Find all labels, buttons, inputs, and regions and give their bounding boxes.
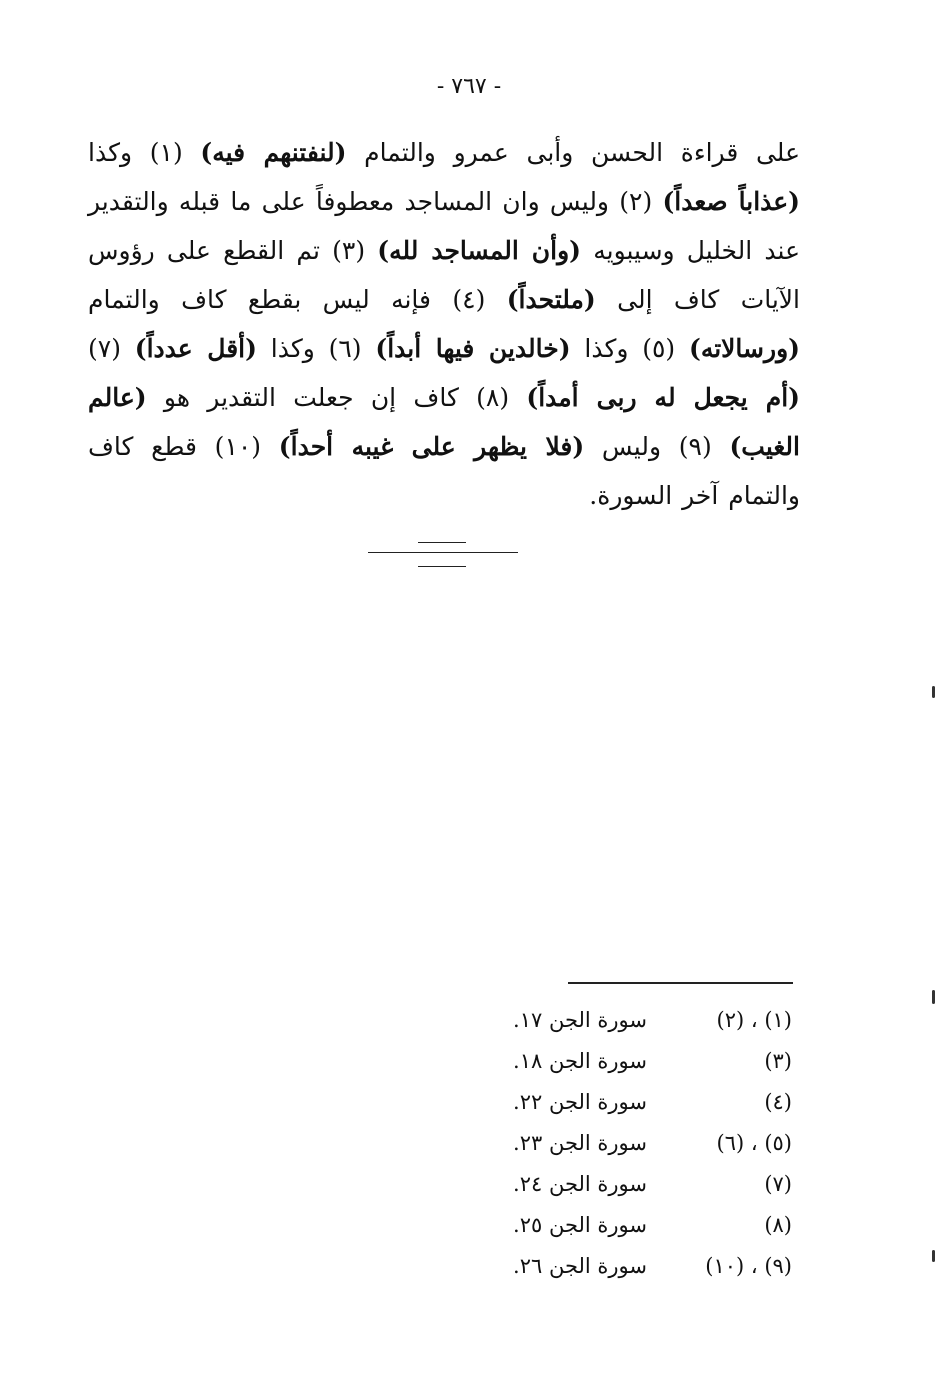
paragraph-text: (١) وكذا	[88, 138, 201, 167]
separator-line-bottom	[418, 566, 466, 567]
separator-line-middle	[368, 552, 518, 553]
separator-line-top	[418, 542, 466, 543]
quran-quote: (وأن المساجد لله)	[377, 236, 582, 265]
paragraph-text: (٣) تم القطع على رؤوس الآيات كاف إلى	[88, 236, 801, 314]
page-number: - ٧٦٧ -	[436, 74, 502, 99]
footnote-row	[470, 1082, 792, 1123]
paragraph-text: (٧)	[88, 334, 135, 363]
quran-quote: (أقل عدداً)	[134, 334, 257, 363]
margin-mark	[932, 1250, 935, 1262]
footnote-row	[470, 1205, 792, 1246]
footnote-source: سورة الجن ٢٦.	[513, 1254, 647, 1278]
paragraph-text: (٢) وليس وان المساجد معطوفاً على ما قبله والتقدير عند الخليل وسيبويه	[88, 187, 800, 265]
footnote-rule	[568, 982, 793, 984]
paragraph-text: (٦) وكذا	[256, 334, 376, 363]
paragraph-text: (٩) وليس	[584, 432, 730, 461]
paragraph-text: على قراءة الحسن وأبى عمرو والتمام	[346, 138, 800, 167]
footnote-ref: (٤)	[764, 1090, 792, 1114]
footnote-ref: (٨)	[764, 1213, 792, 1237]
quran-quote: (ورسالاته)	[688, 334, 800, 363]
quran-quote: (عالم الغيب)	[88, 383, 800, 461]
paragraph-text: (١٠) قطع كاف والتمام آخر السورة.	[88, 432, 800, 510]
footnote-source: سورة الجن ٢٤.	[513, 1172, 647, 1196]
footnote-row	[470, 1041, 792, 1082]
quran-quote: (ملتحداً)	[506, 285, 596, 314]
footnote-ref: (٧)	[764, 1172, 792, 1196]
margin-mark	[932, 686, 935, 698]
quran-quote: (لنفتنهم فيه)	[200, 138, 347, 167]
footnote-row	[470, 1000, 792, 1041]
footnotes	[470, 1000, 792, 1287]
margin-mark	[932, 990, 935, 1004]
footnote-source: سورة الجن ٢٢.	[513, 1090, 647, 1114]
quran-quote: (فلا يظهر على غيبه أحداً)	[278, 432, 585, 461]
footnote-source: سورة الجن ٢٣.	[513, 1131, 647, 1155]
footnote-ref: (٩) ، (١٠)	[705, 1254, 792, 1278]
paragraph-text: (٥) وكذا	[570, 334, 689, 363]
footnote-row	[470, 1246, 792, 1287]
footnote-row	[470, 1164, 792, 1205]
footnote-row	[470, 1123, 792, 1164]
quran-quote: (عذاباً صعداً)	[662, 187, 801, 216]
quran-quote: (أم يجعل له ربى أمداً)	[526, 383, 801, 412]
paragraph-text: (٨) كاف إن جعلت التقدير هو	[146, 383, 527, 412]
footnote-ref: (٥) ، (٦)	[716, 1131, 792, 1155]
quran-quote: (خالدين فيها أبداً)	[375, 334, 571, 363]
footnote-source: سورة الجن ١٧.	[513, 1008, 647, 1032]
body-paragraph	[88, 128, 800, 520]
footnote-ref: (١) ، (٢)	[716, 1008, 792, 1032]
footnote-source: سورة الجن ٢٥.	[513, 1213, 647, 1237]
footnote-source: سورة الجن ١٨.	[513, 1049, 647, 1073]
footnote-ref: (٣)	[764, 1049, 792, 1073]
paragraph-text: (٤) فإنه ليس بقطع كاف والتمام	[88, 285, 507, 314]
